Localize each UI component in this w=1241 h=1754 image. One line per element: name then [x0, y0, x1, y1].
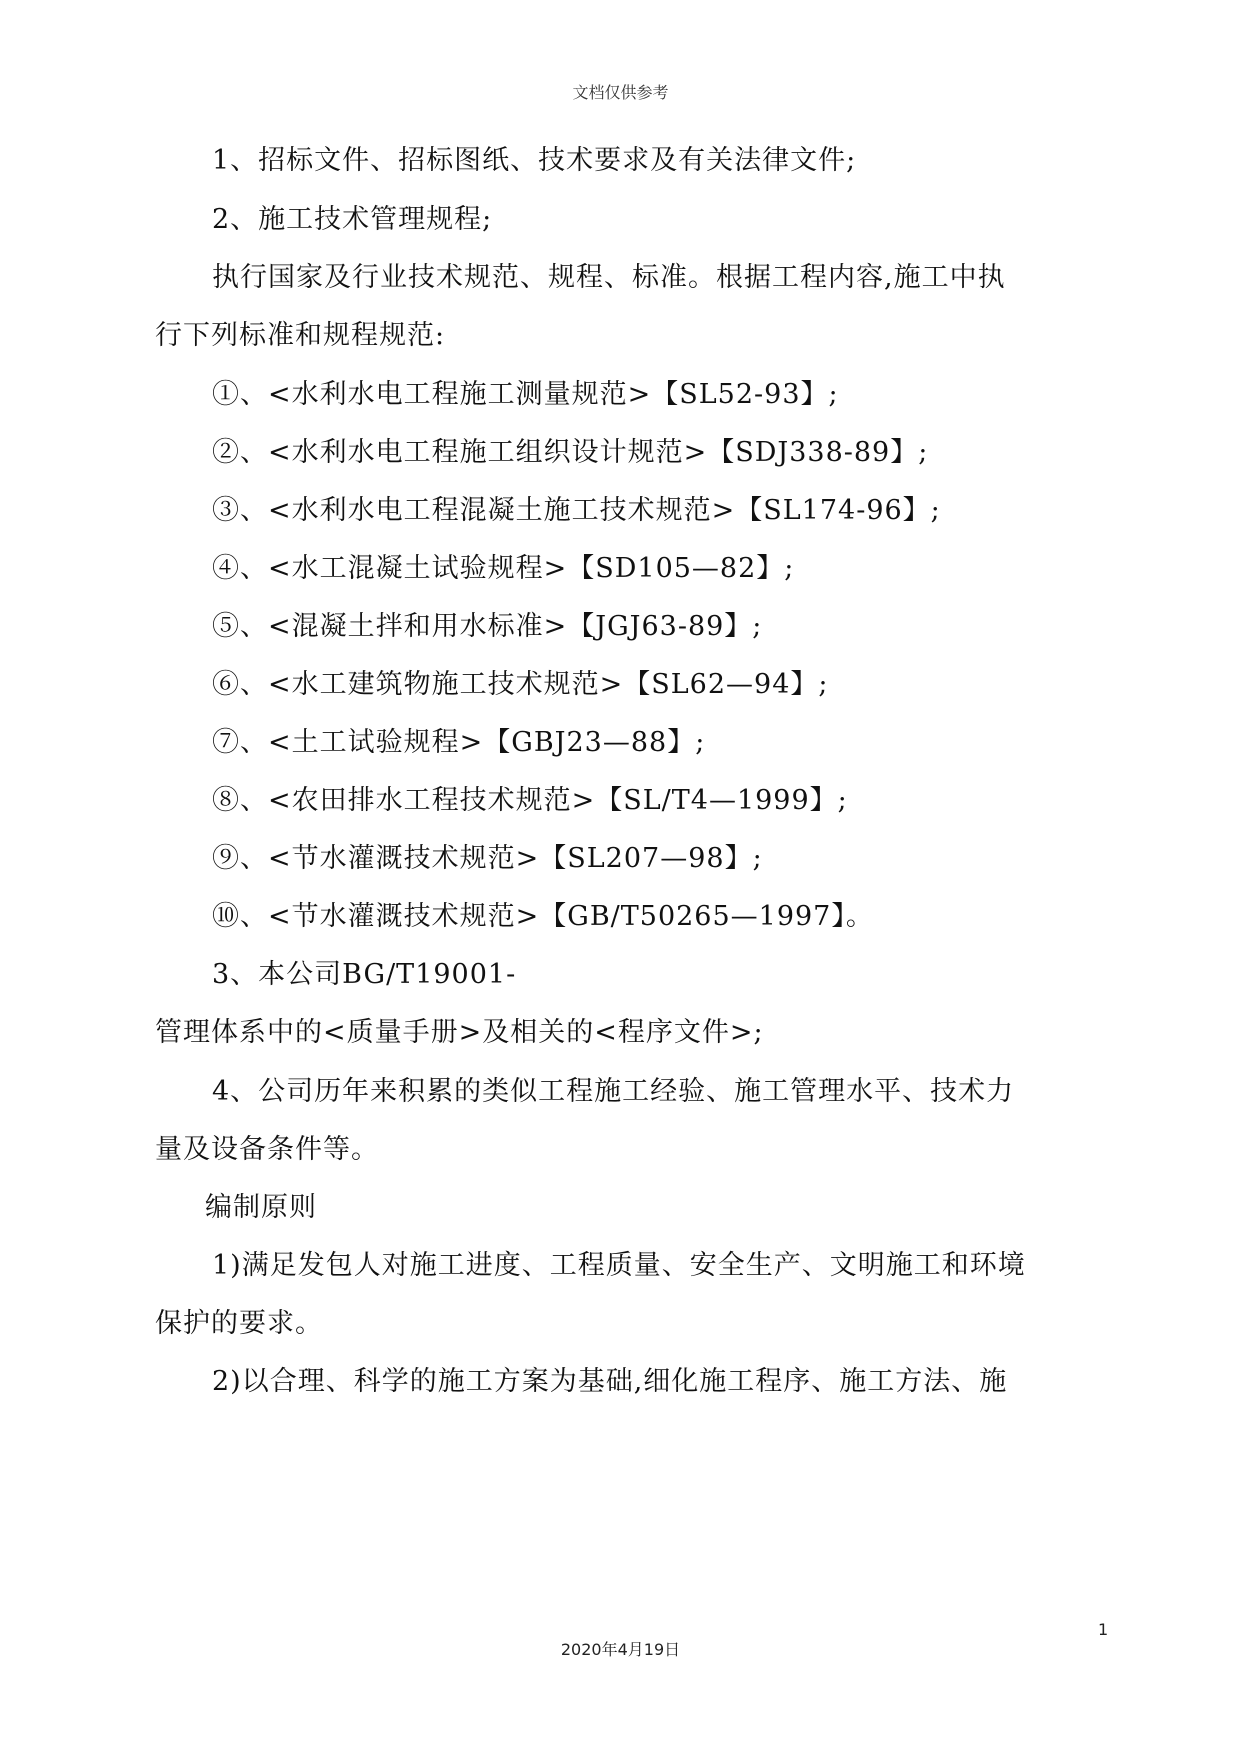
standard-item-1: ①、<水利水电工程施工测量规范>【SL52-93】; [212, 379, 839, 410]
paragraph-basis-4: 4、公司历年来积累的类似工程施工经验、施工管理水平、技术力 [212, 1076, 1015, 1107]
paragraph-standards-intro: 执行国家及行业技术规范、规程、标准。根据工程内容,施工中执 [212, 262, 1006, 293]
paragraph-basis-1: 1、招标文件、招标图纸、技术要求及有关法律文件; [212, 145, 857, 176]
paragraph-standards-intro-cont: 行下列标准和规程规范: [155, 320, 446, 351]
paragraph-basis-3-cont: 管理体系中的<质量手册>及相关的<程序文件>; [155, 1017, 764, 1048]
principle-1-cont: 保护的要求。 [155, 1308, 323, 1339]
section-heading-principles: 编制原则 [205, 1192, 317, 1223]
standard-item-5: ⑤、<混凝土拌和用水标准>【JGJ63-89】; [212, 611, 763, 642]
principle-2: 2)以合理、科学的施工方案为基础,细化施工程序、施工方法、施 [212, 1366, 1008, 1397]
standard-item-6: ⑥、<水工建筑物施工技术规范>【SL62—94】; [212, 669, 829, 700]
page-number: 1 [1098, 1620, 1109, 1639]
principle-1: 1)满足发包人对施工进度、工程质量、安全生产、文明施工和环境 [212, 1250, 1026, 1281]
paragraph-basis-4-cont: 量及设备条件等。 [155, 1134, 379, 1165]
standard-item-8: ⑧、<农田排水工程技术规范>【SL/T4—1999】; [212, 785, 848, 816]
paragraph-basis-2: 2、施工技术管理规程; [212, 204, 493, 235]
standard-item-7: ⑦、<土工试验规程>【GBJ23—88】; [212, 727, 706, 758]
page-footer-date: 2020年4月19日 [560, 1640, 681, 1659]
paragraph-basis-3: 3、本公司BG/T19001- [212, 959, 517, 990]
standard-item-10: ⑩、<节水灌溉技术规范>【GB/T50265—1997】。 [212, 901, 874, 932]
page-header: 文档仅供参考 [572, 83, 669, 102]
standard-item-4: ④、<水工混凝土试验规程>【SD105—82】; [212, 553, 795, 584]
standard-item-3: ③、<水利水电工程混凝土施工技术规范>【SL174-96】; [212, 495, 941, 526]
standard-item-9: ⑨、<节水灌溉技术规范>【SL207—98】; [212, 843, 763, 874]
standard-item-2: ②、<水利水电工程施工组织设计规范>【SDJ338-89】; [212, 437, 929, 468]
